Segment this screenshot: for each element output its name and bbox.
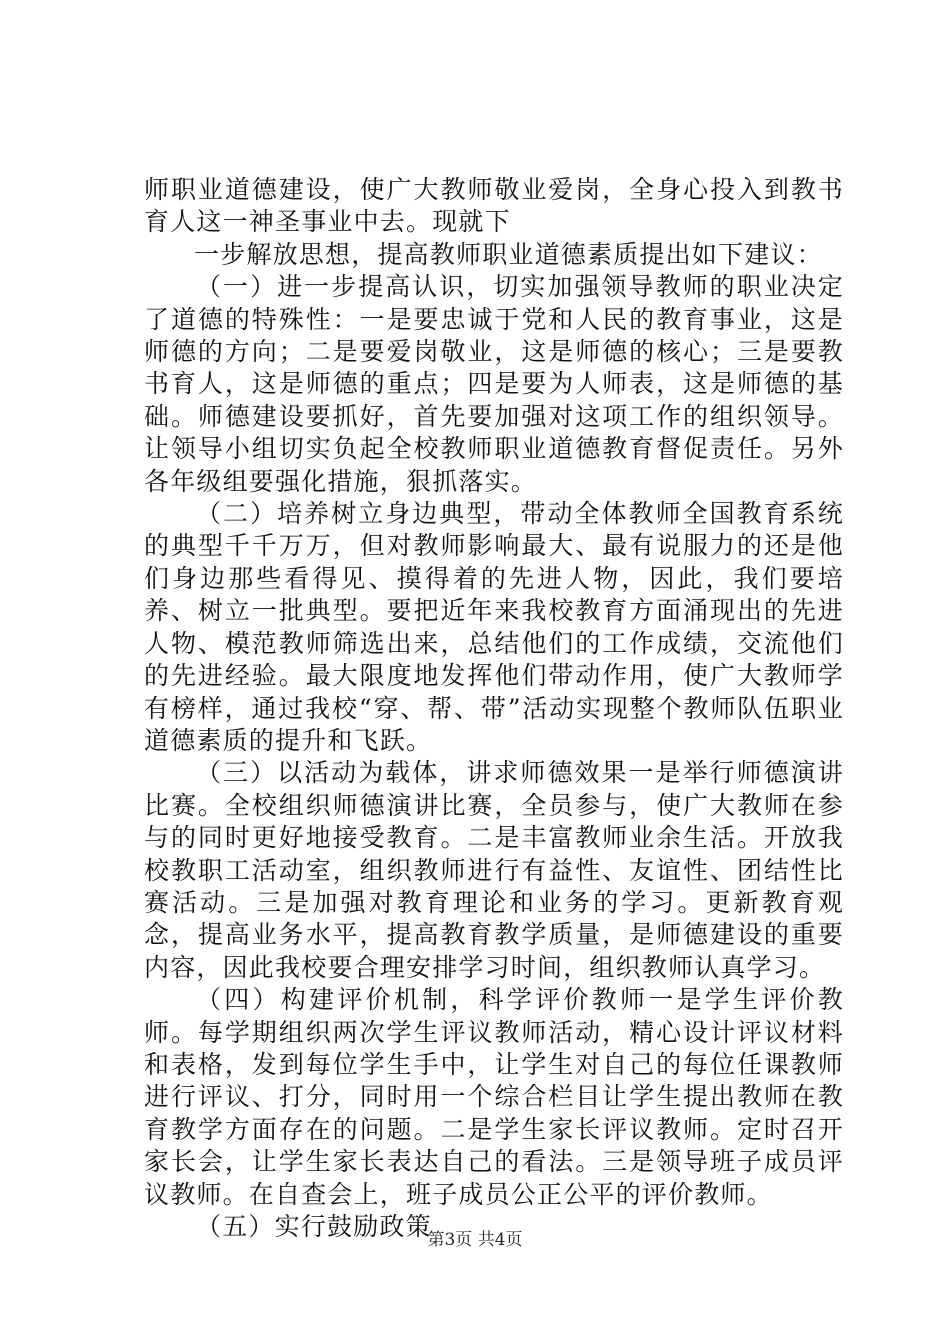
paragraph-section-2: （二）培养树立身边典型，带动全体教师全国教育系统的典型千千万万，但对教师影响最大、最有说服力的还是他们身边那些看得见、摸得着的先进人物，因此，我们要培养、树立一批典型。要把近年来我校教育方面涌现出的先进人物、模范教师筛选出来，总结他们的工作成绩，交流他们的先进经验。最大限度地发挥他们带动作用，使广大教师学有榜样，通过我校“穿、帮、带”活动实现整个教师队伍职业道德素质的提升和飞跃。	[144, 499, 844, 755]
paragraph-section-4: （四）构建评价机制，科学评价教师一是学生评价教师。每学期组织两次学生评议教师活动，精心设计评议材料和表格，发到每位学生手中，让学生对自己的每位任课教师进行评议、打分，同时用一个综合栏目让学生提出教师在教育教学方面存在的问题。二是学生家长评议教师。定时召开家长会，让学生家长表达自己的看法。三是领导班子成员评议教师。在自查会上，班子成员公正公平的评价教师。	[144, 985, 844, 1209]
page-footer: 第3页 共4页	[427, 1230, 523, 1250]
paragraph-section-1: （一）进一步提高认识，切实加强领导教师的职业决定了道德的特殊性：一是要忠诚于党和人民的教育事业，这是师德的方向；二是要爱岗敬业，这是师德的核心；三是要教书育人，这是师德的重点；四是要为人师表，这是师德的基础。师德建设要抓好，首先要加强对这项工作的组织领导。让领导小组切实负起全校教师职业道德教育督促责任。另外各年级组要强化措施，狠抓落实。	[144, 272, 844, 496]
paragraph-intro: 一步解放思想，提高教师职业道德素质提出如下建议：	[194, 239, 823, 269]
paragraph-section-5-heading: （五）实行鼓励政策	[196, 1212, 432, 1241]
paragraph-continuation: 师职业道德建设，使广大教师敬业爱岗，全身心投入到教书育人这一神圣事业中去。现就下	[144, 175, 844, 237]
document-body	[144, 174, 844, 1243]
paragraph-section-3: （三）以活动为载体，讲求师德效果一是举行师德演讲比赛。全校组织师德演讲比赛，全员参与，使广大教师在参与的同时更好地接受教育。二是丰富教师业余生活。开放我校教职工活动室，组织教师进行有益性、友谊性、团结性比赛活动。三是加强对教育理论和业务的学习。更新教育观念，提高业务水平，提高教育教学质量，是师德建设的重要内容，因此我校要合理安排学习时间，组织教师认真学习。	[144, 758, 844, 982]
